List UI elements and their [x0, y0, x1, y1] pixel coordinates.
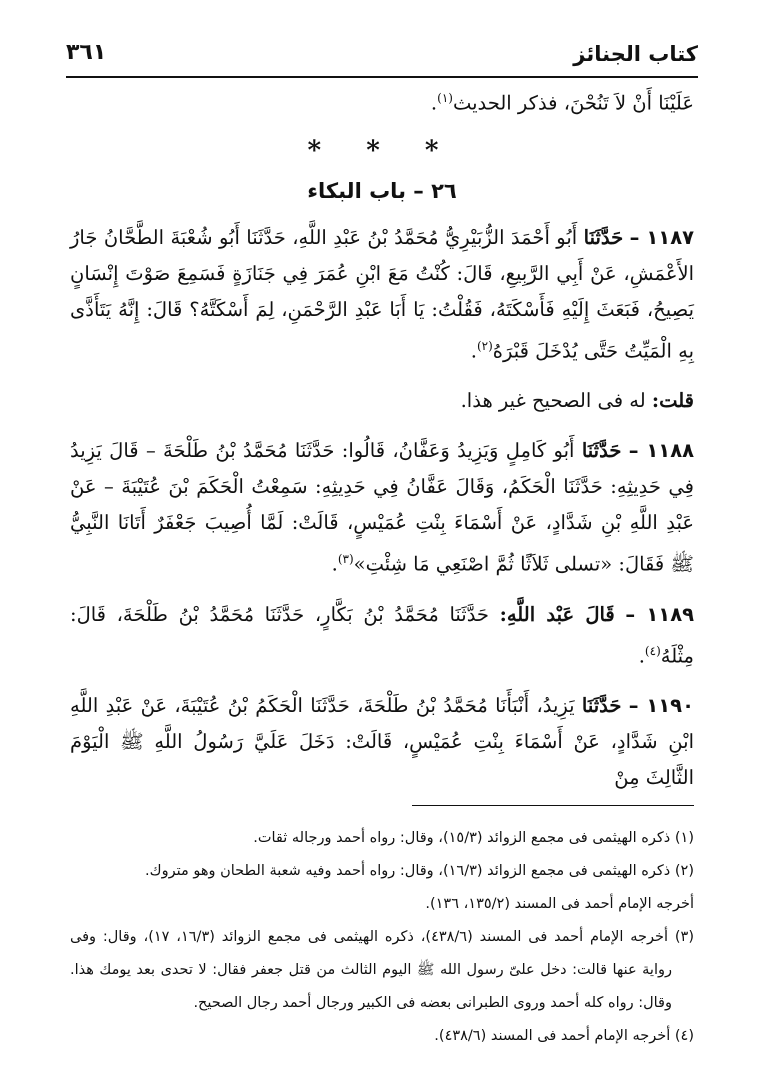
hadith-number: ١١٨٧ – — [629, 225, 694, 249]
hadith-text: أَبُو كَامِلٍ وَيَزِيدُ وَعَفَّانُ، قَالُوا: حَدَّثَنَا مُحَمَّدُ بْنُ طَلْحَةَ – قَالَ يَزِيدُ فِي حَدِيثِهِ: حَدَّثَنَا الْحَكَمُ، وَقَالَ عَفَّانُ فِي حَدِيثِهِ: سَمِعْتُ الْحَكَمَ بْنَ عُتَيْبَةَ – عَنْ عَبْدِ اللَّهِ بْنِ شَدَّادٍ، عَنْ أَسْمَاءَ بِنْتِ عُمَيْسٍ، قَالَتْ: لَمَّا أُصِيبَ جَعْفَرٌ أَتَانَا النَّبِيُّ ﷺ فَقَالَ: «تسلى ثَلاَثًا ثُمَّ اصْنَعِي مَا شِئْتِ» — [70, 439, 694, 576]
hadith-end: . — [470, 339, 477, 362]
hadith-1188 — [70, 433, 694, 583]
hadith-number: ١١٨٨ – — [628, 439, 695, 462]
editor-note — [70, 383, 694, 419]
hadith-number: ١١٩٠ – — [628, 694, 694, 717]
hadith-lead: حَدَّثَنَا — [581, 694, 622, 717]
main-text — [70, 80, 694, 796]
footnote-3: (٣) أخرجه الإمام أحمد فى المسند (٤٣٨/٦)، ذكره الهيثمى فى مجمع الزوائد (١٦/٣، ١٧)، وقال: وفى رواية عنها قالت: دخل علىّ رسول الله ﷺ اليوم الثالث من قتل جعفر فقال: لا تحدى بعد يومك هذا. وقال: رواه كله أحمد وروى الطبرانى بعضه فى الكبير ورجال أحمد رجال الصحيح. — [70, 929, 694, 1011]
hadith-end: . — [331, 552, 338, 576]
hadith-text: حَدَّثَنَا مُحَمَّدُ بْنُ بَكَّارٍ، حَدَّثَنَا مُحَمَّدُ بْنُ طَلْحَةَ، قَالَ: مِثْلَهُ — [70, 602, 694, 667]
hadith-lead: حَدَّثَنَا — [581, 439, 622, 462]
hadith-1189 — [70, 597, 694, 675]
note-text: له فى الصحيح غير هذا. — [460, 389, 646, 412]
running-title: كتاب الجنائز — [573, 42, 698, 66]
hadith-end: . — [638, 644, 645, 667]
hadith-lead: حَدَّثَنَا — [583, 225, 624, 249]
footnotes — [70, 822, 694, 1053]
opening-text: عَلَيْنَا أَنْ لاَ تَنُحْنَ، فذكر الحديث — [452, 91, 694, 115]
hadith-number: ١١٨٩ – — [625, 602, 694, 626]
hadith-text: أَبُو أَحْمَدَ الزُّبَيْرِيُّ مُحَمَّدُ بْنُ عَبْدِ اللَّهِ، حَدَّثَنَا أَبُو شُعْبَةَ الطَّحَّانُ جَارُ الأَعْمَشِ، عَنْ أَبِي الرَّبِيعِ، قَالَ: كُنْتُ مَعَ ابْنِ عُمَرَ فِي جَنَازَةٍ فَسَمِعَ صَوْتَ إِنْسَانٍ يَصِيحُ، فَبَعَثَ إِلَيْهِ فَأَسْكَتَهُ، فَقُلْتُ: يَا أَبَا عَبْدِ الرَّحْمَنِ، لِمَ أَسْكَتَّهُ؟ قَالَ: إِنَّهُ يَتَأَذَّى بِهِ الْمَيِّتُ حَتَّى يُدْخَلَ قَبْرَهُ — [70, 225, 694, 362]
hadith-1190 — [70, 688, 694, 796]
footnote-divider — [412, 805, 694, 806]
footnote-ref-1: (١) — [437, 91, 453, 105]
note-lead: قلت: — [651, 389, 694, 412]
page-number: ٣٦١ — [66, 40, 107, 65]
hadith-lead: قَالَ عَبْد اللَّهِ: — [499, 602, 615, 626]
opening-line: عَلَيْنَا أَنْ لاَ تَنُحْنَ، فذكر الحديث$^{(١)}$. — [430, 91, 694, 115]
chapter-title: ٢٦ – باب البكاء — [307, 178, 457, 203]
hadith-text: يَزِيدُ، أَنْبَأَنَا مُحَمَّدُ بْنُ طَلْحَةَ، حَدَّثَنَا الْحَكَمُ بْنُ عُتَيْبَةَ، عَنْ عَبْدِ اللَّهِ ابْنِ شَدَّادٍ، عَنْ أَسْمَاءَ بِنْتِ عُمَيْسٍ، قَالَتْ: دَخَلَ عَلَيَّ رَسُولُ اللَّهِ ﷺ الْيَوْمَ الثَّالِثَ مِنْ — [70, 694, 694, 789]
footnote-2: (٢) ذكره الهيثمى فى مجمع الزوائد (١٦/٣)، وقال: رواه أحمد وفيه شعبة الطحان وهو متروك. — [145, 863, 694, 879]
hadith-1187 — [70, 220, 694, 370]
footnote-4: (٤) أخرجه الإمام أحمد فى المسند (٤٣٨/٦). — [434, 1028, 694, 1044]
footnote-1: (١) ذكره الهيثمى فى مجمع الزوائد (١٥/٣)، وقال: رواه أحمد ورجاله ثقات. — [253, 830, 694, 846]
footnote-ref-4: (٤) — [644, 643, 661, 658]
page-header — [66, 36, 698, 78]
footnote-ref-2: (٢) — [476, 338, 493, 353]
footnote-2-continuation: أخرجه الإمام أحمد فى المسند (١٣٥/٢، ١٣٦). — [425, 896, 694, 912]
footnote-ref-3: (٣) — [337, 552, 354, 566]
section-separator: * * * — [307, 135, 457, 166]
